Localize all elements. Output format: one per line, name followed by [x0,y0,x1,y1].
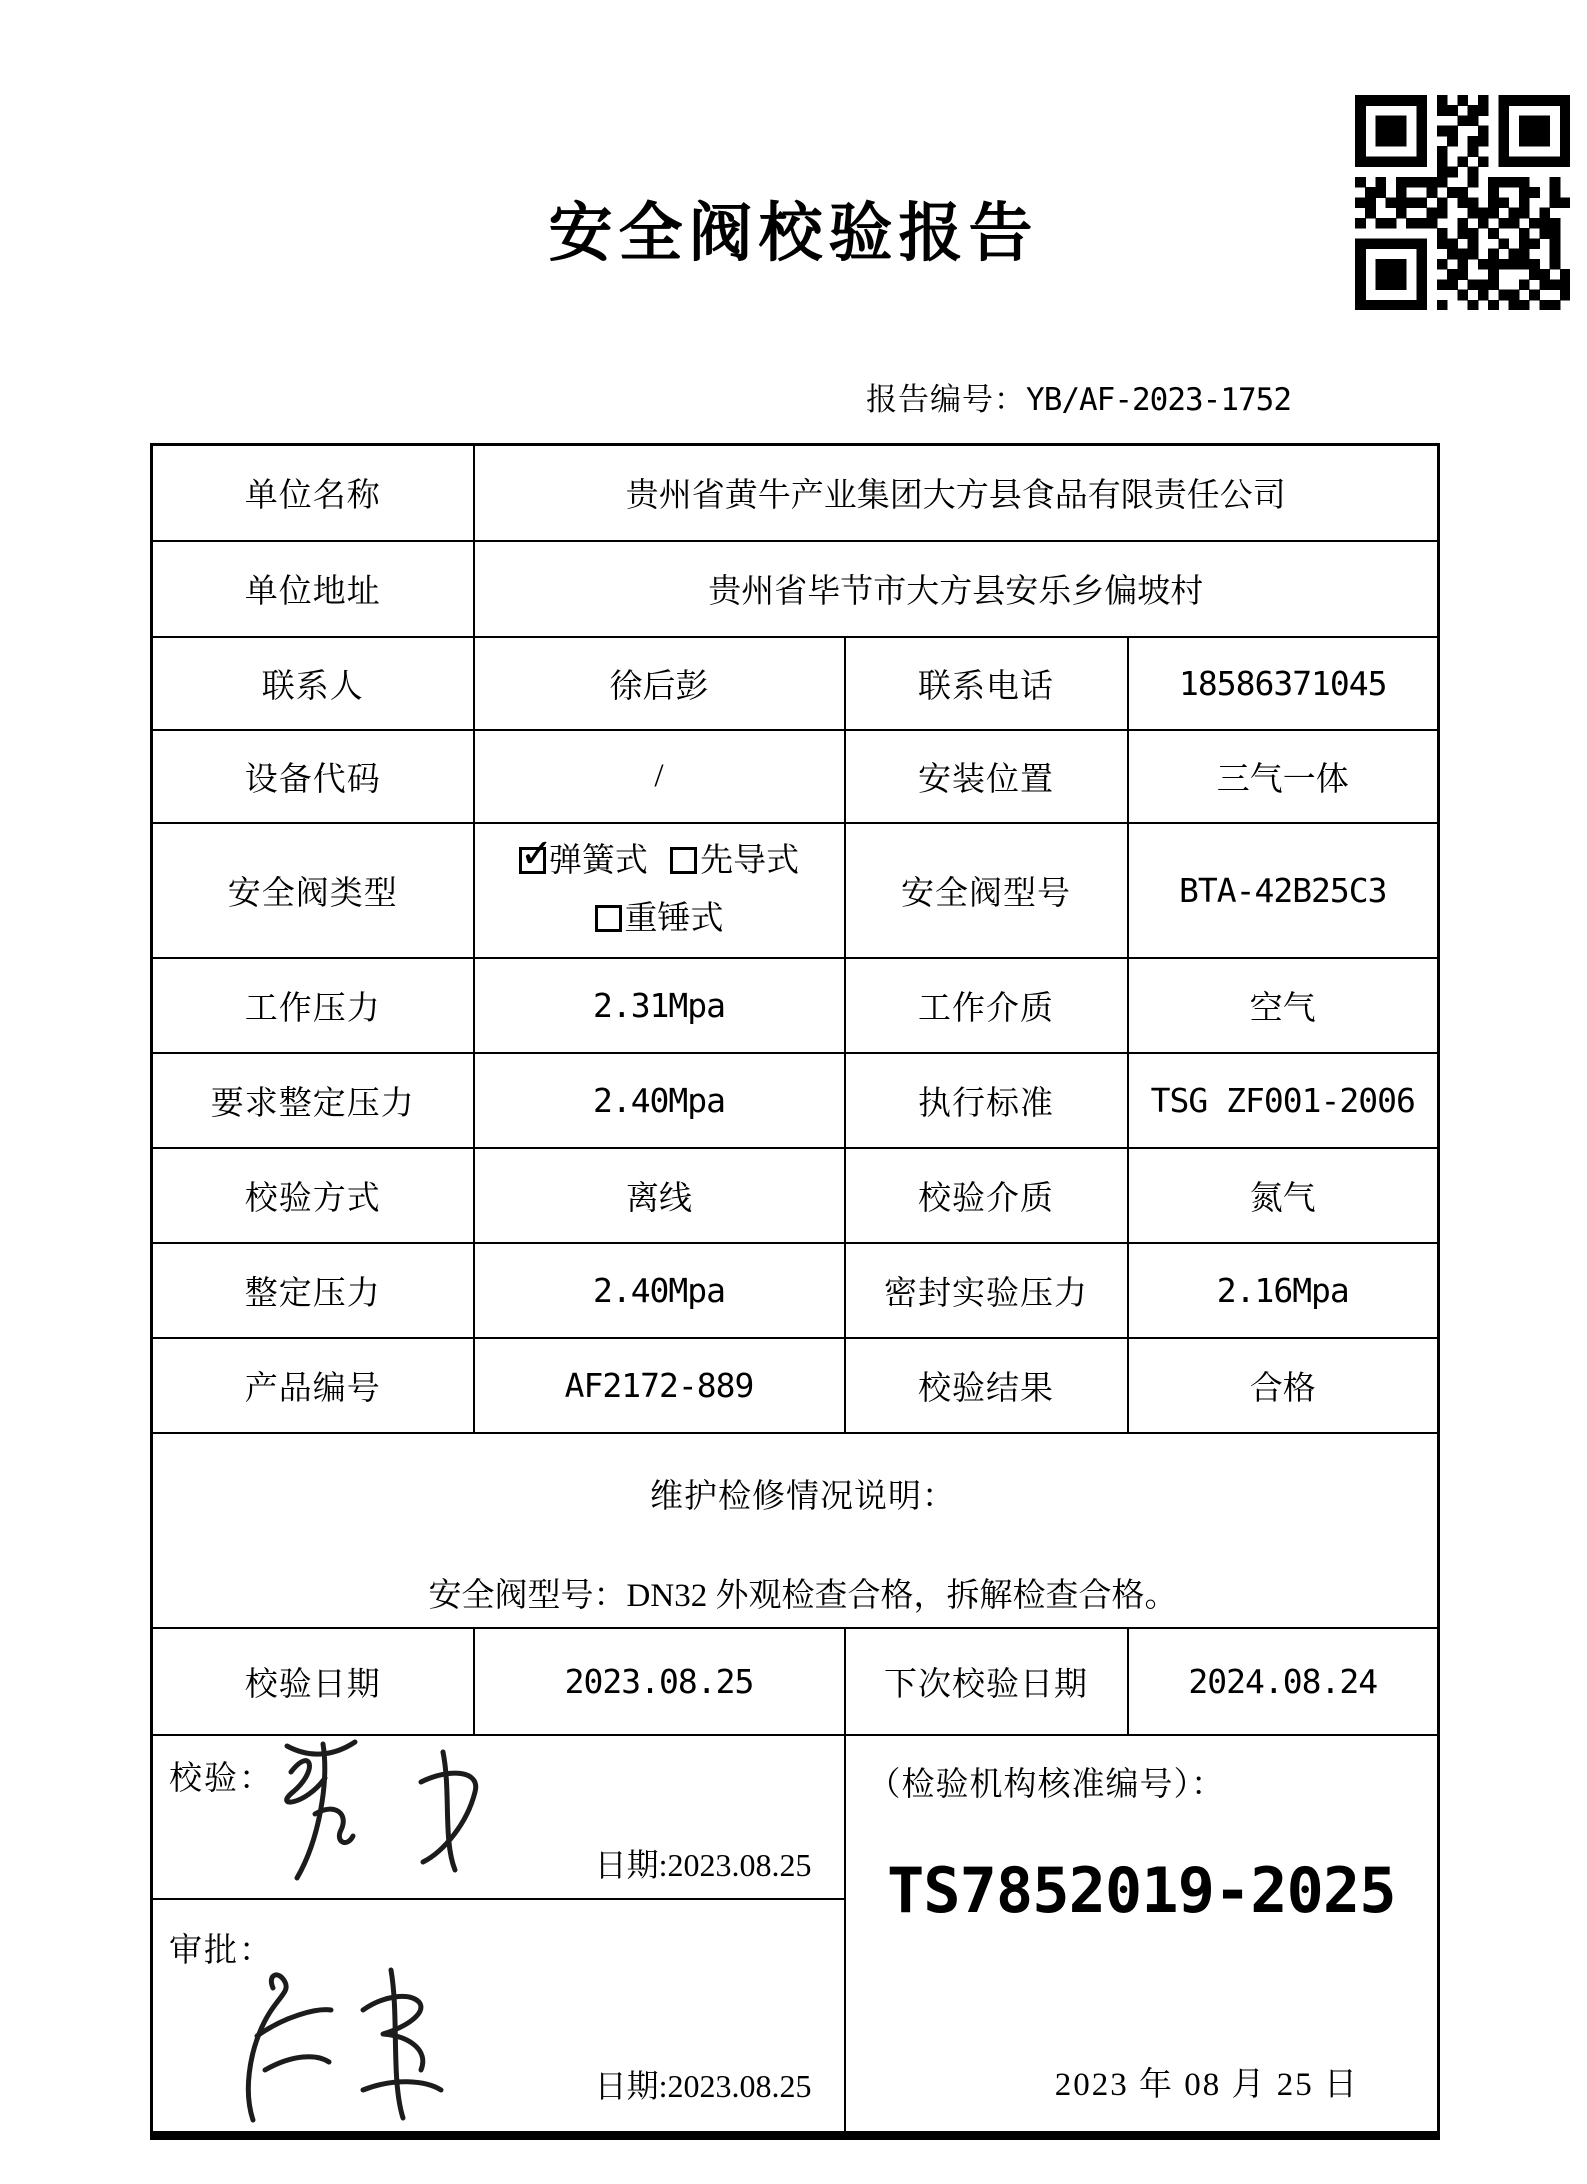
table-row [152,1243,1439,1338]
set-pressure-label: 整定压力 [152,1243,474,1338]
table-row [152,1338,1439,1433]
approver-sign-cell [152,1899,845,2136]
maintenance-note: 安全阀型号：DN32 外观检查合格，拆解检查合格。 [428,1578,1178,1614]
org-approval-number: TS7852019-2025 [886,1853,1396,1927]
valve-type-option-label: 重锤式 [624,901,724,937]
product-no-value: AF2172-889 [474,1338,845,1433]
org-approval-cell [845,1735,1439,2136]
valve-type-option-pilot [670,843,799,879]
table-row [152,1053,1439,1148]
checkbox-unchecked-icon [670,847,697,874]
calibration-method-label: 校验方式 [152,1148,474,1243]
install-position-label: 安装位置 [845,730,1128,823]
report-number-label: 报告编号： [866,382,1027,417]
unit-address-value: 贵州省毕节市大方县安乐乡偏坡村 [474,541,1439,637]
valve-model-label: 安全阀型号 [845,823,1128,958]
work-medium-label: 工作介质 [845,958,1128,1053]
unit-address-label: 单位地址 [152,541,474,637]
device-code-label: 设备代码 [152,730,474,823]
valve-type-option-label: 弹簧式 [548,843,648,879]
result-value: 合格 [1128,1338,1439,1433]
phone-label: 联系电话 [845,637,1128,730]
device-code-value: / [474,730,845,823]
valve-type-option-spring [519,831,648,879]
verifier-sign-cell [152,1735,845,1899]
approver-signature [213,1950,513,2135]
verifier-label: 校验： [169,1760,274,1797]
contact-value: 徐后彭 [474,637,845,730]
verifier-signature [253,1735,533,1899]
valve-type-value [474,823,845,958]
next-calibration-date-value: 2024.08.24 [1128,1628,1439,1735]
product-no-label: 产品编号 [152,1338,474,1433]
calibration-date-value: 2023.08.25 [474,1628,845,1735]
unit-name-label: 单位名称 [152,445,474,541]
table-row [152,1148,1439,1243]
calibration-date-label: 校验日期 [152,1628,474,1735]
next-calibration-date-label: 下次校验日期 [845,1628,1128,1735]
phone-value: 18586371045 [1128,637,1439,730]
calibration-medium-label: 校验介质 [845,1148,1128,1243]
seal-test-pressure-label: 密封实验压力 [845,1243,1128,1338]
table-row [152,445,1439,541]
maintenance-note-cell [152,1433,1439,1628]
report-number [866,374,1291,419]
table-row [152,730,1439,823]
calibration-method-value: 离线 [474,1148,845,1243]
approver-label: 审批： [169,1932,274,1969]
required-set-pressure-label: 要求整定压力 [152,1053,474,1148]
standard-label: 执行标准 [845,1053,1128,1148]
table-row [152,1433,1439,1628]
org-approval-label: （检验机构核准编号）： [867,1766,1225,1803]
checkbox-checked-icon [519,831,554,877]
unit-name-value: 贵州省黄牛产业集团大方县食品有限责任公司 [474,445,1439,541]
work-pressure-label: 工作压力 [152,958,474,1053]
calibration-medium-value: 氮气 [1128,1148,1439,1243]
seal-test-pressure-value: 2.16Mpa [1128,1243,1439,1338]
required-set-pressure-value: 2.40Mpa [474,1053,845,1148]
result-label: 校验结果 [845,1338,1128,1433]
maintenance-heading: 维护检修情况说明： [650,1479,956,1515]
issue-date: 2023 年 08 月 25 日 [1054,2067,1360,2103]
check-mark-icon: ✓ [519,831,554,877]
standard-value: TSG ZF001-2006 [1128,1053,1439,1148]
approver-date: 日期:2023.08.25 [594,2068,812,2104]
table-row [152,637,1439,730]
verifier-date: 日期:2023.08.25 [594,1846,812,1883]
table-row [152,541,1439,637]
contact-label: 联系人 [152,637,474,730]
report-table [150,443,1440,2140]
valve-type-option-label: 先导式 [700,843,800,879]
page-title: 安全阀校验报告 [548,198,1039,269]
table-row [152,823,1439,958]
valve-type-label: 安全阀类型 [152,823,474,958]
table-row [152,1628,1439,1735]
valve-type-option-weight [595,901,724,937]
set-pressure-value: 2.40Mpa [474,1243,845,1338]
work-pressure-value: 2.31Mpa [474,958,845,1053]
table-row [152,958,1439,1053]
valve-model-value: BTA-42B25C3 [1128,823,1439,958]
table-row [152,1735,1439,1899]
work-medium-value: 空气 [1128,958,1439,1053]
report-number-value: YB/AF-2023-1752 [1026,382,1291,418]
checkbox-unchecked-icon [595,905,622,932]
install-position-value: 三气一体 [1128,730,1439,823]
